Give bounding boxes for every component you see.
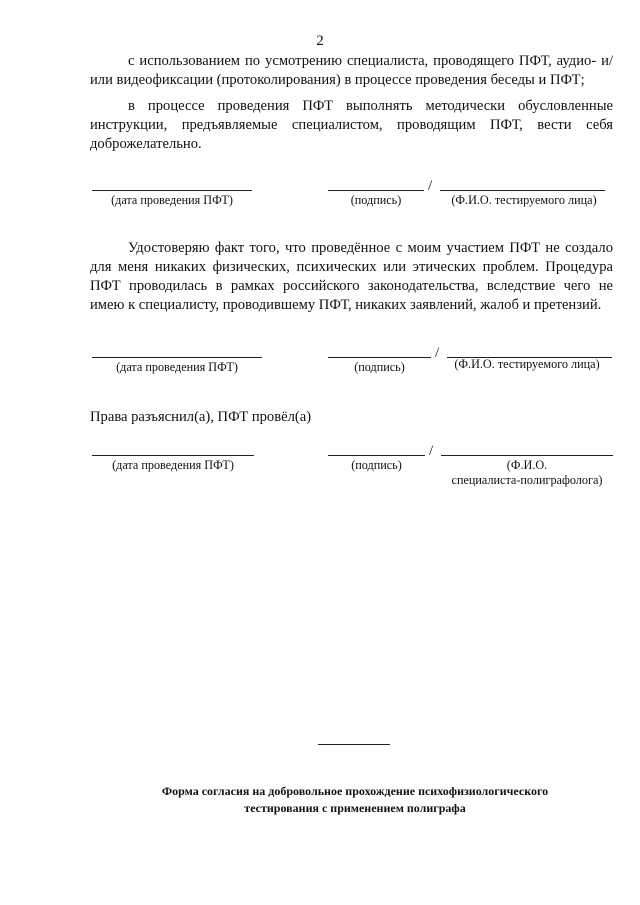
form-title-footer xyxy=(120,783,590,817)
intro-paragraph-1: с использованием по усмотрению специалиста, проводящего ПФТ, аудио- и/или видеофиксации (протоколирования) в процессе проведения беседы и ПФТ; xyxy=(90,53,613,88)
certification-text xyxy=(90,239,613,315)
signature-caption: (подпись) xyxy=(350,193,402,207)
name-caption-line-1: (Ф.И.О. xyxy=(506,458,548,472)
page-number: 2 xyxy=(316,33,324,49)
signature-caption: (подпись) xyxy=(351,458,402,472)
signature-line xyxy=(328,357,431,358)
date-line xyxy=(92,357,262,358)
footer-line-1: Форма согласия на добровольное прохождение психофизиологического xyxy=(161,784,549,798)
rights-explained-text: Права разъяснил(а), ПФТ провёл(а) xyxy=(90,409,312,425)
name-line xyxy=(441,455,613,456)
intro-paragraph-2: в процессе проведения ПФТ выполнять методически обусловленные инструкции, предъявляемые специалистом, проводящим ПФТ, вести себя доброжелательно. xyxy=(90,98,613,152)
separator-slash: / xyxy=(429,443,434,459)
date-caption: (дата проведения ПФТ) xyxy=(116,360,238,374)
date-line xyxy=(92,190,252,191)
certification-paragraph: Удостоверяю факт того, что проведённое с моим участием ПФТ не создало для меня никаких физических, психических или этических проблем. Процедура ПФТ проводилась в рамках российского законодательства, вследствие чего не имею к специалисту, проводившему ПФТ, никаких заявлений, жалоб и претензий. xyxy=(90,240,613,313)
name-caption: (Ф.И.О. тестируемого лица) xyxy=(454,357,600,371)
separator-slash: / xyxy=(435,345,440,361)
signature-caption: (подпись) xyxy=(354,360,405,374)
separator-slash: / xyxy=(428,178,433,194)
footer-line-2: тестирования с применением полиграфа xyxy=(244,801,466,815)
intro-text xyxy=(90,52,613,154)
signature-line xyxy=(328,190,424,191)
signature-line xyxy=(328,455,425,456)
name-caption-line-2: специалиста-полиграфолога) xyxy=(451,473,603,487)
name-caption: (Ф.И.О. тестируемого лица) xyxy=(451,193,597,207)
date-caption: (дата проведения ПФТ) xyxy=(111,193,233,207)
end-divider xyxy=(318,744,390,745)
date-caption: (дата проведения ПФТ) xyxy=(112,458,234,472)
date-line xyxy=(92,455,254,456)
name-line xyxy=(440,190,605,191)
